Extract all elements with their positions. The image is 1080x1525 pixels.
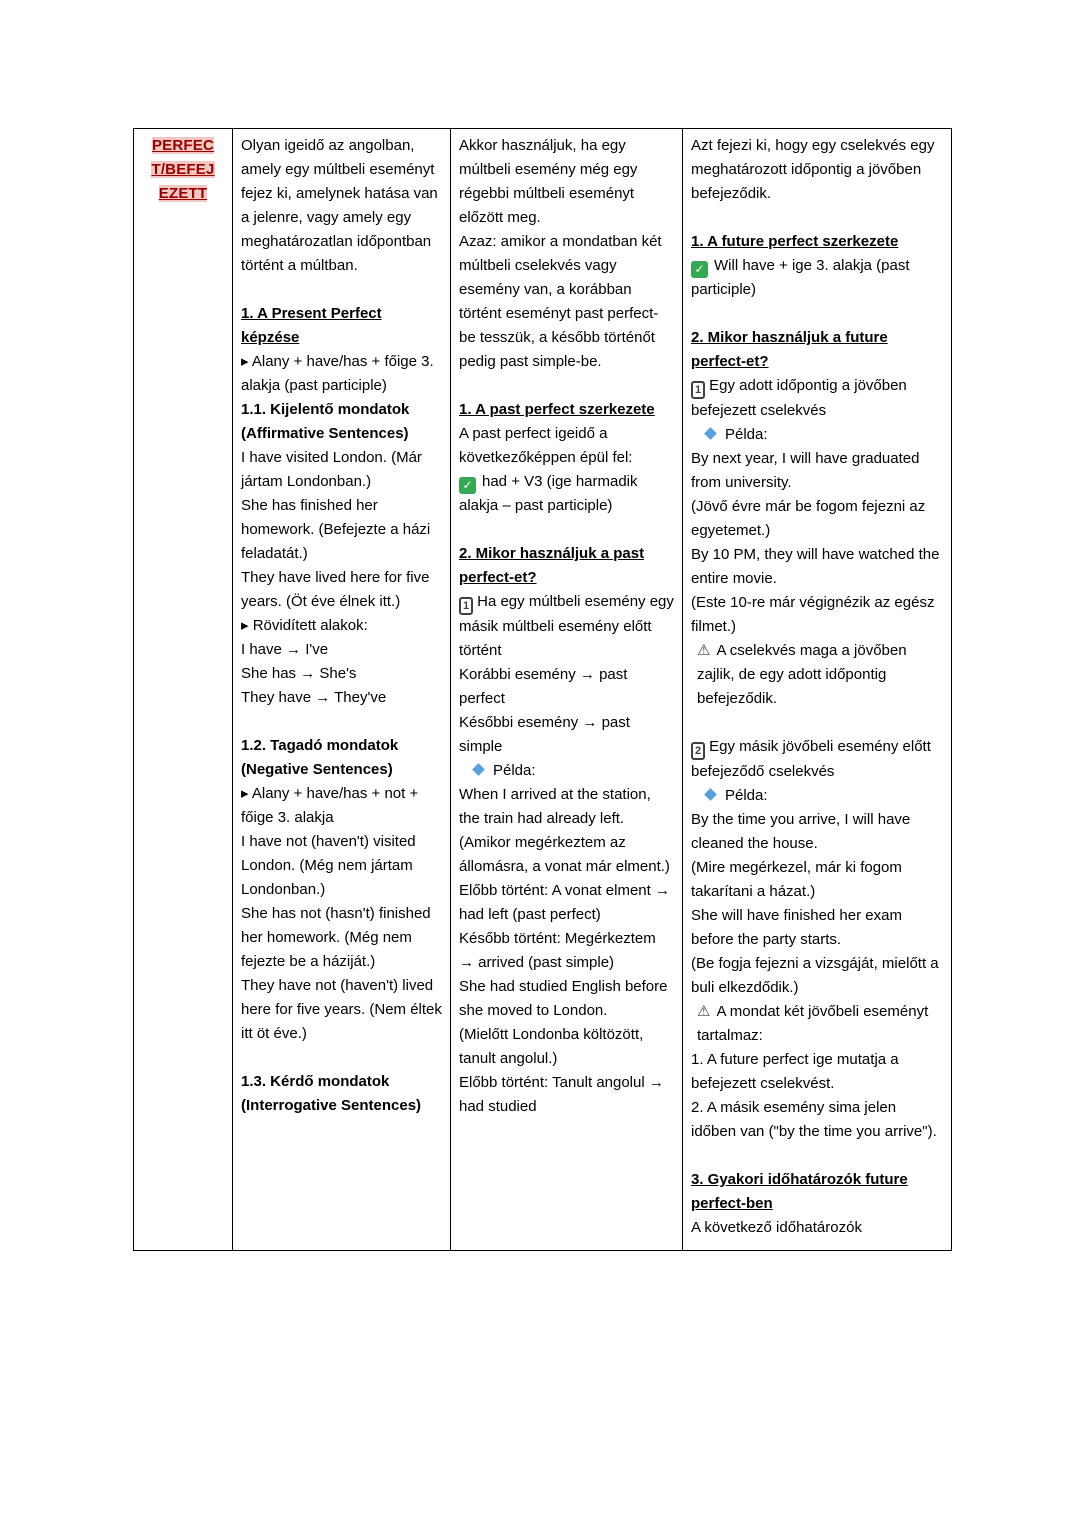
- keycap-2-icon: 2: [691, 742, 705, 760]
- text-run: 1.3. Kérdő mondatok (Interrogative Sentences): [241, 1073, 422, 1114]
- text-run: Példa:: [493, 762, 536, 779]
- text-run: Később történt: Megérkeztem → arrived (past simple): [459, 930, 656, 971]
- text-block: [459, 422, 674, 470]
- text-block: [241, 662, 442, 686]
- warning-icon: ⚠: [697, 1003, 711, 1020]
- text-block: [241, 494, 442, 566]
- text-block: [241, 398, 442, 446]
- text-run: had + V3 (ige harmadik alakja – past participle): [459, 473, 638, 514]
- text-run: ▸ Alany + have/has + not + főige 3. alakja: [241, 785, 419, 826]
- text-block: [459, 134, 674, 230]
- text-block: [691, 374, 943, 423]
- column-present-perfect: [233, 129, 451, 1251]
- text-block: [459, 879, 674, 927]
- text-run: Korábbi esemény → past perfect: [459, 666, 628, 707]
- text-block: [691, 808, 943, 856]
- text-run: They have lived here for five years. (Öt éve élnek itt.): [241, 569, 430, 610]
- text-block: [241, 446, 442, 494]
- text-block: [241, 782, 442, 830]
- text-block: [691, 639, 943, 711]
- text-run: (Be fogja fejezni a vizsgáját, mielőtt a buli elkezdődik.): [691, 955, 939, 996]
- text-block: [459, 759, 674, 783]
- text-block: [459, 711, 674, 759]
- keycap-1-icon: 1: [691, 381, 705, 399]
- text-run: ▸ Alany + have/has + főige 3. alakja (past participle): [241, 353, 434, 394]
- text-run: She has not (hasn't) finished her homework. (Még nem fejezte be a háziját.): [241, 905, 431, 970]
- text-block: [241, 830, 442, 902]
- text-block: [241, 734, 442, 782]
- text-block: [691, 1000, 943, 1048]
- text-run: 1.2. Tagadó mondatok (Negative Sentences): [241, 737, 399, 778]
- text-block: [691, 1168, 943, 1216]
- text-block: [691, 423, 943, 447]
- blue-diamond-icon: [704, 788, 717, 801]
- text-block: [241, 566, 442, 614]
- text-block: [241, 302, 442, 350]
- text-run: She has → She's: [241, 665, 357, 682]
- text-block: [241, 638, 442, 662]
- text-run: A past perfect igeidő a következőképpen épül fel:: [459, 425, 633, 466]
- text-block: [459, 1023, 674, 1071]
- text-block: [459, 542, 674, 590]
- text-block: [691, 230, 943, 254]
- text-block: [691, 1048, 943, 1096]
- text-run: ▸ Rövidített alakok:: [241, 617, 368, 634]
- text-block: [459, 1071, 674, 1119]
- text-run: Will have + ige 3. alakja (past participle): [691, 257, 910, 298]
- tense-label-line: [142, 158, 224, 182]
- paragraph-spacer: [241, 1046, 442, 1070]
- tense-label-text: T/BEFEJ: [151, 161, 215, 178]
- text-block: [691, 904, 943, 952]
- text-run: (Mielőtt Londonba költözött, tanult angolul.): [459, 1026, 644, 1067]
- text-block: [459, 398, 674, 422]
- text-block: [241, 902, 442, 974]
- text-run: 3. Gyakori időhatározók future perfect-ben: [691, 1171, 908, 1212]
- text-block: [691, 447, 943, 495]
- text-block: [459, 831, 674, 879]
- text-run: A következő időhatározók: [691, 1219, 862, 1236]
- paragraph-spacer: [459, 374, 674, 398]
- text-run: A cselekvés maga a jövőben zajlik, de egy adott időpontig befejeződik.: [697, 642, 907, 707]
- text-run: They have → They've: [241, 689, 387, 706]
- warning-icon: ⚠: [697, 642, 711, 659]
- text-block: [459, 927, 674, 975]
- blue-diamond-icon: [472, 763, 485, 776]
- text-run: 2. A másik esemény sima jelen időben van ("by the time you arrive").: [691, 1099, 937, 1140]
- text-block: [691, 784, 943, 808]
- paragraph-spacer: [459, 518, 674, 542]
- text-block: [459, 230, 674, 374]
- text-block: [241, 350, 442, 398]
- text-block: [691, 543, 943, 591]
- text-run: 2. Mikor használjuk a past perfect-et?: [459, 545, 645, 586]
- keycap-1-icon: 1: [459, 597, 473, 615]
- tense-label-text: EZETT: [158, 185, 208, 202]
- text-run: When I arrived at the station, the train had already left.: [459, 786, 651, 827]
- tense-label-cell: [134, 129, 233, 1251]
- text-run: Egy másik jövőbeli esemény előtt befejeződő cselekvés: [691, 738, 931, 780]
- paragraph-spacer: [241, 278, 442, 302]
- text-run: Akkor használjuk, ha egy múltbeli esemény még egy régebbi múltbeli eseményt előzött meg.: [459, 137, 638, 226]
- text-run: I have not (haven't) visited London. (Még nem jártam Londonban.): [241, 833, 416, 898]
- text-run: She has finished her homework. (Befejezte a házi feladatát.): [241, 497, 431, 562]
- text-run: I have → I've: [241, 641, 329, 658]
- text-run: A mondat két jövőbeli eseményt tartalmaz:: [697, 1003, 929, 1044]
- text-run: 1. A past perfect szerkezete: [459, 401, 655, 418]
- text-run: Későbbi esemény → past simple: [459, 714, 630, 755]
- text-run: Ha egy múltbeli esemény egy másik múltbeli esemény előtt történt: [459, 593, 674, 659]
- tense-label-line: [142, 182, 224, 206]
- paragraph-spacer: [691, 302, 943, 326]
- text-block: [691, 952, 943, 1000]
- text-run: By 10 PM, they will have watched the entire movie.: [691, 546, 940, 587]
- text-run: They have not (haven't) lived here for five years. (Nem éltek itt öt éve.): [241, 977, 442, 1042]
- text-block: [241, 1070, 442, 1118]
- text-run: Olyan igeidő az angolban, amely egy múltbeli eseményt fejez ki, amelynek hatása van a jelenre, vagy amely egy meghatározatlan időpontban történt a múltban.: [241, 137, 438, 274]
- paragraph-spacer: [691, 1144, 943, 1168]
- text-block: [691, 326, 943, 374]
- text-run: 1.1. Kijelentő mondatok (Affirmative Sentences): [241, 401, 410, 442]
- text-block: [691, 1096, 943, 1144]
- text-run: By the time you arrive, I will have cleaned the house.: [691, 811, 911, 852]
- text-block: [459, 663, 674, 711]
- text-run: She will have finished her exam before the party starts.: [691, 907, 902, 948]
- grammar-table: [133, 128, 952, 1251]
- text-block: [241, 974, 442, 1046]
- blue-diamond-icon: [704, 427, 717, 440]
- tense-label-line: [142, 134, 224, 158]
- text-run: Azt fejezi ki, hogy egy cselekvés egy meghatározott időpontig a jövőben befejeződik.: [691, 137, 935, 202]
- checkmark-icon: ✓: [691, 261, 708, 278]
- paragraph-spacer: [691, 711, 943, 735]
- text-block: [691, 591, 943, 639]
- text-run: I have visited London. (Már jártam Londonban.): [241, 449, 422, 490]
- text-block: [459, 590, 674, 663]
- text-run: Példa:: [725, 787, 768, 804]
- tense-label-text: PERFEC: [151, 137, 215, 154]
- text-block: [459, 975, 674, 1023]
- text-block: [691, 1216, 943, 1240]
- text-run: (Este 10-re már végignézik az egész filmet.): [691, 594, 935, 635]
- text-run: 1. A future perfect szerkezete: [691, 233, 899, 250]
- text-block: [691, 856, 943, 904]
- text-run: Példa:: [725, 426, 768, 443]
- text-run: (Jövő évre már be fogom fejezni az egyetemet.): [691, 498, 926, 539]
- text-block: [691, 134, 943, 206]
- text-run: 1. A future perfect ige mutatja a befejezett cselekvést.: [691, 1051, 899, 1092]
- text-run: Azaz: amikor a mondatban két múltbeli cselekvés vagy esemény van, a korábban történt eseményt past perfect-be tesszük, a később történőt pedig past simple-be.: [459, 233, 662, 370]
- text-block: [459, 783, 674, 831]
- text-block: [241, 134, 442, 278]
- text-run: By next year, I will have graduated from university.: [691, 450, 920, 491]
- column-future-perfect: [683, 129, 952, 1251]
- text-block: [241, 614, 442, 638]
- text-run: (Amikor megérkeztem az állomásra, a vonat már elment.): [459, 834, 670, 875]
- text-run: Előbb történt: Tanult angolul → had studied: [459, 1074, 664, 1115]
- paragraph-spacer: [691, 206, 943, 230]
- text-block: [459, 470, 674, 518]
- column-past-perfect: [451, 129, 683, 1251]
- table-row: [134, 129, 952, 1251]
- text-run: Előbb történt: A vonat elment → had left (past perfect): [459, 882, 670, 923]
- text-block: [241, 686, 442, 710]
- text-run: 1. A Present Perfect képzése: [241, 305, 382, 346]
- text-block: [691, 254, 943, 302]
- text-run: Egy adott időpontig a jövőben befejezett cselekvés: [691, 377, 907, 419]
- checkmark-icon: ✓: [459, 477, 476, 494]
- text-block: [691, 735, 943, 784]
- text-run: She had studied English before she moved to London.: [459, 978, 668, 1019]
- text-block: [691, 495, 943, 543]
- text-run: (Mire megérkezel, már ki fogom takarítani a házat.): [691, 859, 902, 900]
- paragraph-spacer: [241, 710, 442, 734]
- text-run: 2. Mikor használjuk a future perfect-et?: [691, 329, 888, 370]
